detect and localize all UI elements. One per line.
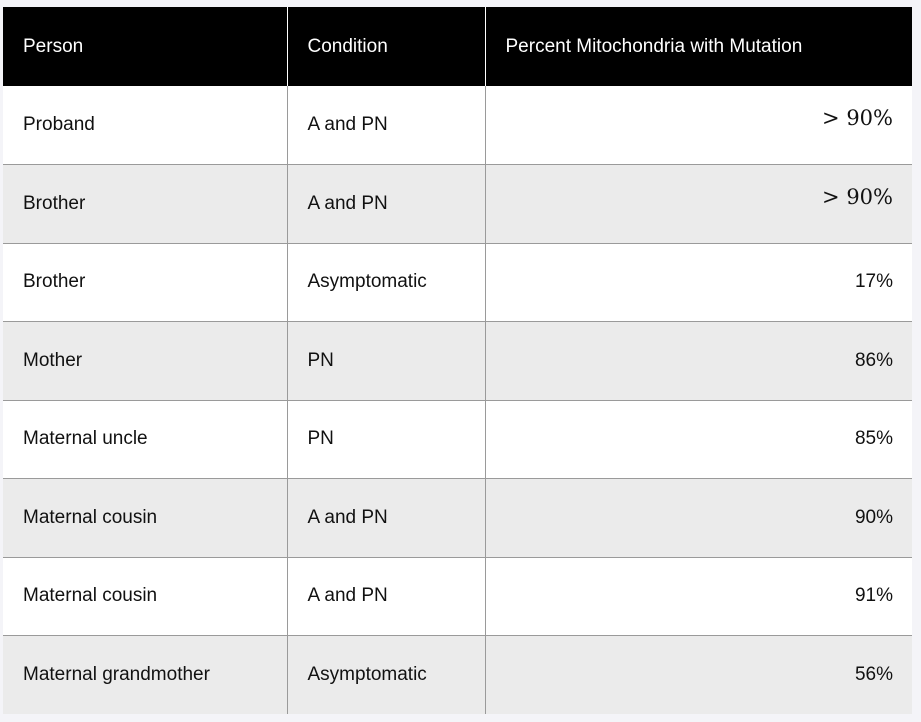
- header-person: Person: [3, 7, 287, 86]
- cell-percent: 86%: [485, 322, 912, 401]
- cell-percent: 17%: [485, 243, 912, 322]
- cell-percent: 85%: [485, 400, 912, 479]
- cell-condition: Asymptomatic: [287, 243, 485, 322]
- cell-percent: 56%: [485, 636, 912, 715]
- header-percent: Percent Mitochondria with Mutation: [485, 7, 912, 86]
- cell-condition: A and PN: [287, 86, 485, 165]
- cell-person: Brother: [3, 243, 287, 322]
- table-row: [3, 86, 912, 165]
- cell-condition: A and PN: [287, 165, 485, 244]
- cell-person: Mother: [3, 322, 287, 401]
- cell-condition: A and PN: [287, 479, 485, 558]
- cell-percent: 90%: [485, 479, 912, 558]
- table-header: [3, 7, 912, 86]
- cell-person: Proband: [3, 86, 287, 165]
- table-row: [3, 636, 912, 715]
- cell-person: Maternal cousin: [3, 557, 287, 636]
- cell-percent: > 90%: [485, 86, 912, 165]
- cell-condition: A and PN: [287, 557, 485, 636]
- table-row: [3, 243, 912, 322]
- cell-condition: PN: [287, 322, 485, 401]
- cell-percent: 91%: [485, 557, 912, 636]
- cell-person: Brother: [3, 165, 287, 244]
- table-row: [3, 557, 912, 636]
- cell-person: Maternal uncle: [3, 400, 287, 479]
- table-row: [3, 322, 912, 401]
- header-row: [3, 7, 912, 86]
- cell-condition: PN: [287, 400, 485, 479]
- cell-condition: Asymptomatic: [287, 636, 485, 715]
- cell-percent: > 90%: [485, 165, 912, 244]
- table-body: [3, 86, 912, 714]
- table-row: [3, 165, 912, 244]
- table-row: [3, 479, 912, 558]
- mitochondria-mutation-table: [3, 7, 912, 714]
- header-condition: Condition: [287, 7, 485, 86]
- data-table: [3, 7, 912, 714]
- cell-person: Maternal cousin: [3, 479, 287, 558]
- table-row: [3, 400, 912, 479]
- cell-person: Maternal grandmother: [3, 636, 287, 715]
